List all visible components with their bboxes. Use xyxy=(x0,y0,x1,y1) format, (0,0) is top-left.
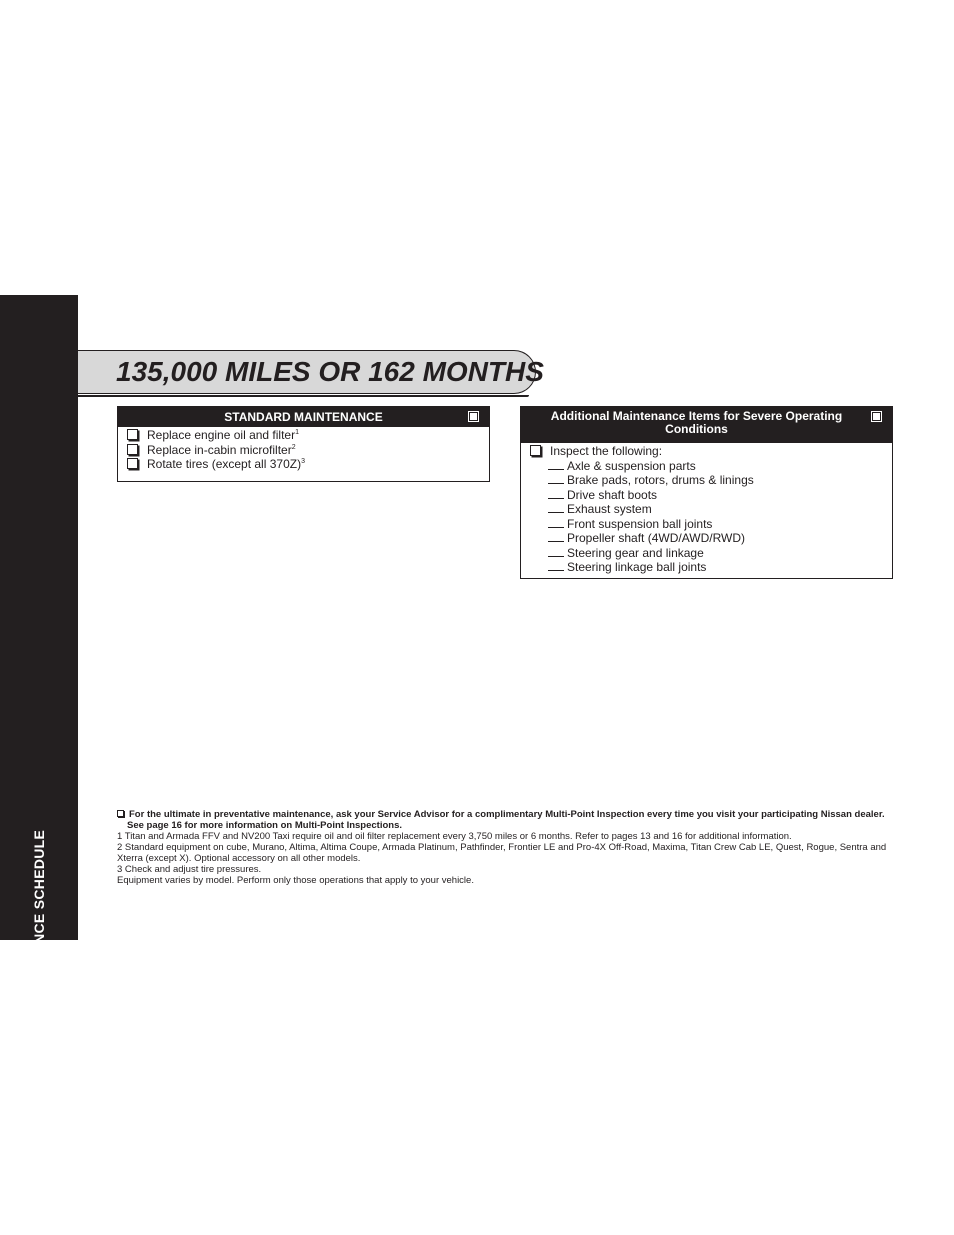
blank-line[interactable] xyxy=(548,560,564,571)
list-item: Brake pads, rotors, drums & linings xyxy=(530,473,754,488)
footnote-equipment: Equipment varies by model. Perform only those operations that apply to your vehicle. xyxy=(117,875,474,886)
page-number: 50 xyxy=(31,1164,47,1180)
blank-line[interactable] xyxy=(548,488,564,499)
list-item: Inspect the following: xyxy=(530,444,754,459)
standard-maintenance-header xyxy=(118,407,489,427)
checkbox-icon[interactable] xyxy=(530,445,541,456)
page-title: 135,000 MILES OR 162 MONTHS xyxy=(116,356,544,387)
list-item: Axle & suspension parts xyxy=(530,459,754,474)
footnote-1: 1 Titan and Armada FFV and NV200 Taxi require oil and oil filter replacement every 3,750 miles or 6 months. Refer to pages 13 and 16 for additional information. xyxy=(117,831,792,842)
checkbox-icon[interactable] xyxy=(127,458,138,469)
blank-line[interactable] xyxy=(548,517,564,528)
list-item: Propeller shaft (4WD/AWD/RWD) xyxy=(530,531,754,546)
list-item: Steering linkage ball joints xyxy=(530,560,754,575)
section-label: MAINTENANCE SCHEDULE xyxy=(31,829,47,1021)
footnote-3: 3 Check and adjust tire pressures. xyxy=(117,864,262,875)
blank-line[interactable] xyxy=(548,531,564,542)
list-item: Replace engine oil and filter$^1$ xyxy=(127,428,305,443)
list-item: Front suspension ball joints xyxy=(530,517,754,532)
standard-maintenance-list xyxy=(127,428,305,472)
multi-point-inspection-note: For the ultimate in preventative maintenance, ask your Service Advisor for a complimentary Multi-Point Inspection every time you visit your participating Nissan dealer. See page 16 for more information on Multi-Point Inspections. xyxy=(117,809,887,831)
list-item: Steering gear and linkage xyxy=(530,546,754,561)
standard-maintenance-title: STANDARD MAINTENANCE xyxy=(224,410,383,424)
severe-maintenance-box xyxy=(520,406,893,579)
title-banner xyxy=(78,350,544,394)
severe-maintenance-list xyxy=(530,444,754,575)
checkbox-icon xyxy=(117,810,124,817)
checkbox-icon[interactable] xyxy=(127,429,138,440)
blank-line[interactable] xyxy=(548,546,564,557)
header-checkbox-icon[interactable] xyxy=(871,411,882,422)
blank-line[interactable] xyxy=(548,473,564,484)
list-item: Drive shaft boots xyxy=(530,488,754,503)
list-item: Rotate tires (except all 370Z)$^3$ xyxy=(127,457,305,472)
severe-maintenance-header xyxy=(521,407,892,443)
list-item: Exhaust system xyxy=(530,502,754,517)
blank-line[interactable] xyxy=(548,459,564,470)
list-item: Replace in-cabin microfilter$^2$ xyxy=(127,443,305,458)
header-checkbox-icon[interactable] xyxy=(468,411,479,422)
checkbox-icon[interactable] xyxy=(127,444,138,455)
blank-line[interactable] xyxy=(548,502,564,513)
standard-maintenance-box xyxy=(117,406,490,482)
footnote-2: 2 Standard equipment on cube, Murano, Altima, Altima Coupe, Armada Platinum, Pathfinder, Frontier LE and Pro-4X Off-Road, Maxima, Titan Crew Cab LE, Quest, Rogue, Sentra and Xterra (except X). Optional accessory on all other models. xyxy=(117,842,887,864)
sidebar-tab xyxy=(0,295,78,1180)
footnotes xyxy=(117,809,887,886)
severe-maintenance-title: Additional Maintenance Items for Severe Operating Conditions xyxy=(550,409,843,436)
